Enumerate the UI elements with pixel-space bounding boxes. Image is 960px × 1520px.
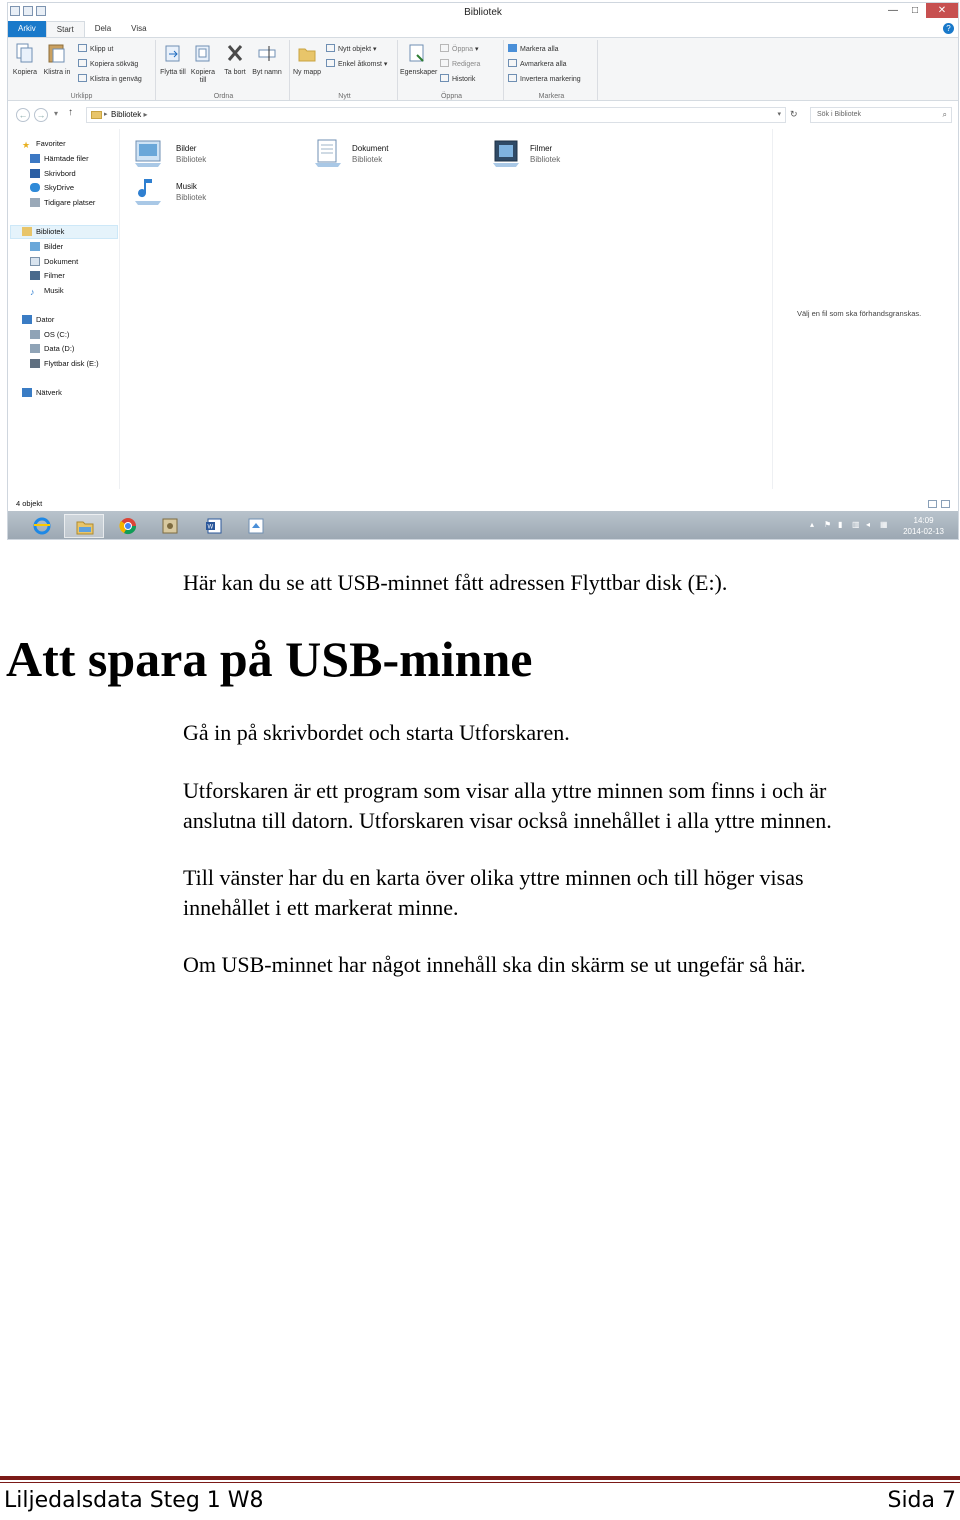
documents-icon	[30, 257, 40, 266]
taskbar-word[interactable]	[194, 514, 234, 538]
move-to-button[interactable]: Flytta till	[158, 42, 188, 77]
maximize-button[interactable]: □	[911, 5, 919, 16]
library-item-dokument[interactable]: Dokument Bibliotek	[352, 144, 389, 164]
nav-item-dokument[interactable]: Dokument	[30, 257, 78, 266]
nav-item-os-c[interactable]: OS (C:)	[30, 330, 69, 339]
window-title: Bibliotek	[464, 7, 502, 18]
removable-drive-icon	[30, 359, 40, 368]
address-bar-row	[8, 103, 958, 127]
open-icon	[440, 44, 449, 52]
group-label: Nytt	[338, 93, 351, 100]
edit-button[interactable]: Redigera	[440, 59, 480, 70]
nav-item-natverk[interactable]: Nätverk	[22, 388, 62, 397]
nav-item-musik[interactable]: ♪ Musik	[30, 286, 64, 297]
paste-icon	[47, 42, 67, 64]
footer-rule-thin	[0, 1482, 960, 1483]
paragraph-1: Gå in på skrivbordet och starta Utforskaren.	[183, 720, 570, 745]
nav-item-filmer[interactable]: Filmer	[30, 271, 65, 280]
history-icon	[440, 74, 449, 82]
select-all-icon	[508, 44, 517, 52]
internet-explorer-icon	[32, 516, 52, 536]
tab-arkiv[interactable]: Arkiv	[8, 21, 46, 37]
view-toggle	[928, 500, 950, 508]
pictures-icon	[30, 242, 40, 251]
nav-item-skydrive[interactable]: SkyDrive	[30, 183, 74, 192]
paragraph-2-line-1: Utforskaren är ett program som visar alla yttre minnen som finns i och är	[183, 778, 827, 803]
navigation-pane	[8, 129, 120, 489]
select-none-button[interactable]: Avmarkera alla	[508, 59, 567, 70]
footer-rule-thick	[0, 1476, 960, 1480]
properties-icon	[407, 42, 427, 64]
taskbar-app[interactable]	[150, 514, 190, 538]
nav-item-tidigare[interactable]: Tidigare platser	[30, 198, 95, 207]
properties-button[interactable]: Egenskaper	[400, 42, 434, 77]
breadcrumb-chevron-icon: ▸	[104, 111, 108, 118]
taskbar-internet-explorer[interactable]	[22, 514, 62, 538]
documents-library-icon[interactable]	[312, 137, 344, 169]
cloud-icon	[30, 183, 40, 192]
address-box[interactable]	[86, 107, 786, 123]
paste-button[interactable]: Klistra in	[42, 42, 72, 77]
show-hidden-icons-icon[interactable]: ▴	[810, 520, 815, 529]
delete-icon	[225, 42, 245, 64]
easy-access-button[interactable]: Enkel åtkomst ▾	[326, 59, 387, 70]
network-icon	[22, 388, 32, 397]
history-button[interactable]: Historik	[440, 74, 475, 85]
pictures-library-icon[interactable]	[132, 137, 164, 169]
screenshot-caption: Här kan du se att USB-minnet fått adressen Flyttbar disk (E:).	[183, 570, 728, 595]
large-icons-view-icon[interactable]	[941, 500, 950, 508]
cut-button[interactable]: Klipp ut	[78, 44, 113, 55]
paragraph-4: Om USB-minnet har något innehåll ska din skärm se ut ungefär så här.	[183, 952, 806, 977]
group-label: Öppna	[440, 93, 463, 100]
copy-to-button[interactable]: Kopiera till	[188, 42, 218, 85]
videos-library-icon[interactable]	[490, 137, 522, 169]
music-icon: ♪	[30, 287, 35, 297]
new-folder-button[interactable]: Ny mapp	[292, 42, 322, 77]
music-library-icon[interactable]	[132, 175, 164, 207]
group-ordna	[158, 40, 290, 100]
title-bar	[8, 3, 958, 21]
file-explorer-icon	[75, 517, 95, 537]
copy-path-button[interactable]: Kopiera sökväg	[78, 59, 138, 70]
system-tray	[810, 520, 888, 530]
move-to-icon	[163, 42, 183, 64]
copy-icon	[15, 42, 35, 64]
computer-icon	[22, 315, 32, 324]
minimize-button[interactable]: —	[888, 5, 898, 16]
nav-item-dator[interactable]: Dator	[22, 315, 54, 324]
drive-icon	[30, 330, 40, 339]
star-icon: ★	[22, 140, 31, 150]
group-nytt	[292, 40, 398, 100]
page-number: Sida 7	[887, 1488, 956, 1513]
paragraph-3-line-1: Till vänster har du en karta över olika yttre minnen och till höger visas	[183, 865, 804, 890]
new-item-button[interactable]: Nytt objekt ▾	[326, 44, 377, 55]
app-icon	[160, 516, 180, 536]
library-icon	[91, 111, 102, 119]
breadcrumb-chevron-icon: ▸	[143, 110, 148, 119]
library-item-musik[interactable]: Musik Bibliotek	[176, 182, 207, 202]
recent-places-icon	[30, 198, 40, 207]
group-markera	[506, 40, 598, 100]
nav-item-hamtade[interactable]: Hämtade filer	[30, 154, 89, 163]
volume-icon[interactable]: ◂	[866, 520, 871, 529]
paste-shortcut-icon	[78, 74, 87, 82]
taskbar-clock[interactable]: 14:09 2014-02-13	[903, 516, 944, 536]
address-dropdown-icon[interactable]: ▾	[777, 111, 781, 118]
taskbar-file-explorer[interactable]	[64, 514, 104, 538]
nav-item-flyttbar-e[interactable]: Flyttbar disk (E:)	[30, 359, 99, 368]
recent-dropdown-icon[interactable]: ▾	[54, 109, 59, 118]
library-item-bilder[interactable]: Bilder Bibliotek	[176, 144, 207, 164]
select-all-button[interactable]: Markera alla	[508, 44, 559, 55]
downloads-icon	[30, 154, 40, 163]
tab-dela[interactable]: Dela	[94, 24, 112, 33]
drive-icon	[30, 344, 40, 353]
chrome-icon	[118, 516, 138, 536]
edit-icon	[440, 59, 449, 67]
nav-item-favoriter[interactable]: ★ Favoriter	[22, 139, 66, 150]
new-item-icon	[326, 44, 335, 52]
taskbar-paint[interactable]	[236, 514, 276, 538]
status-bar	[8, 497, 958, 511]
paragraph-2-line-2: anslutna till datorn. Utforskaren visar också innehållet i alla yttre minnen.	[183, 808, 832, 833]
arrow-right-icon: →	[36, 110, 46, 120]
group-urklipp	[8, 40, 156, 100]
footer-title: Liljedalsdata Steg 1 W8	[4, 1488, 264, 1513]
taskbar	[8, 511, 958, 540]
library-item-filmer[interactable]: Filmer Bibliotek	[530, 144, 561, 164]
flag-icon[interactable]: ⚑	[824, 520, 832, 529]
delete-button[interactable]: Ta bort	[220, 42, 250, 77]
keyboard-icon[interactable]: ▦	[880, 520, 888, 529]
group-oppna	[400, 40, 504, 100]
group-label: Markera	[538, 93, 565, 100]
up-arrow-icon[interactable]: ↑	[68, 107, 73, 118]
open-button[interactable]: Öppna ▾	[440, 44, 479, 55]
breadcrumb: Bibliotek	[111, 110, 142, 119]
taskbar-chrome[interactable]	[108, 514, 148, 538]
ribbon	[8, 37, 958, 101]
videos-icon	[30, 271, 40, 280]
network-status-icon[interactable]: ▥	[852, 520, 860, 529]
preview-pane	[772, 129, 959, 489]
scissors-icon	[78, 44, 87, 52]
paragraph-3-line-2: innehållet i ett markerat minne.	[183, 895, 459, 920]
item-count: 4 objekt	[16, 499, 43, 508]
nav-item-skrivbord[interactable]: Skrivbord	[30, 169, 76, 178]
library-icon	[22, 227, 32, 236]
nav-item-bibliotek[interactable]: Bibliotek	[22, 227, 64, 236]
copy-path-icon	[78, 59, 87, 67]
help-button[interactable]: ?	[943, 23, 954, 34]
easy-access-icon	[326, 59, 335, 67]
copy-button[interactable]: Kopiera	[10, 42, 40, 77]
paint-icon	[246, 516, 266, 536]
refresh-icon[interactable]: ↻	[790, 109, 798, 119]
details-view-icon[interactable]	[928, 500, 937, 508]
select-none-icon	[508, 59, 517, 67]
word-icon	[204, 516, 224, 536]
arrow-left-icon: ←	[18, 110, 28, 120]
power-icon[interactable]: ▮	[838, 520, 843, 529]
search-icon: ⌕	[942, 110, 947, 119]
svg-text:W: W	[207, 524, 214, 531]
library-content	[122, 129, 772, 489]
copy-to-icon	[193, 42, 213, 64]
tab-visa[interactable]: Visa	[131, 24, 147, 33]
back-button[interactable]	[16, 108, 30, 122]
ribbon-tabs	[8, 21, 958, 37]
group-label: Urklipp	[70, 93, 93, 100]
window-controls	[882, 3, 958, 18]
forward-button[interactable]	[34, 108, 48, 122]
close-button[interactable]: ✕	[926, 3, 958, 18]
group-label: Ordna	[213, 93, 234, 100]
rename-button[interactable]: Byt namn	[252, 42, 282, 77]
nav-item-data-d[interactable]: Data (D:)	[30, 344, 74, 353]
invert-selection-icon	[508, 74, 517, 82]
new-folder-icon	[297, 42, 317, 64]
invert-selection-button[interactable]: Invertera markering	[508, 74, 581, 85]
page-heading: Att spara på USB-minne	[6, 631, 533, 687]
preview-message: Välj en fil som ska förhandsgranskas.	[797, 309, 922, 318]
tab-start[interactable]: Start	[46, 21, 85, 37]
paste-shortcut-button[interactable]: Klistra in genväg	[78, 74, 142, 85]
desktop-icon	[30, 169, 40, 178]
search-input[interactable]: Sök i Bibliotek ⌕	[810, 107, 952, 123]
rename-icon	[257, 42, 277, 64]
explorer-screenshot	[7, 2, 959, 540]
nav-item-bilder[interactable]: Bilder	[30, 242, 63, 251]
